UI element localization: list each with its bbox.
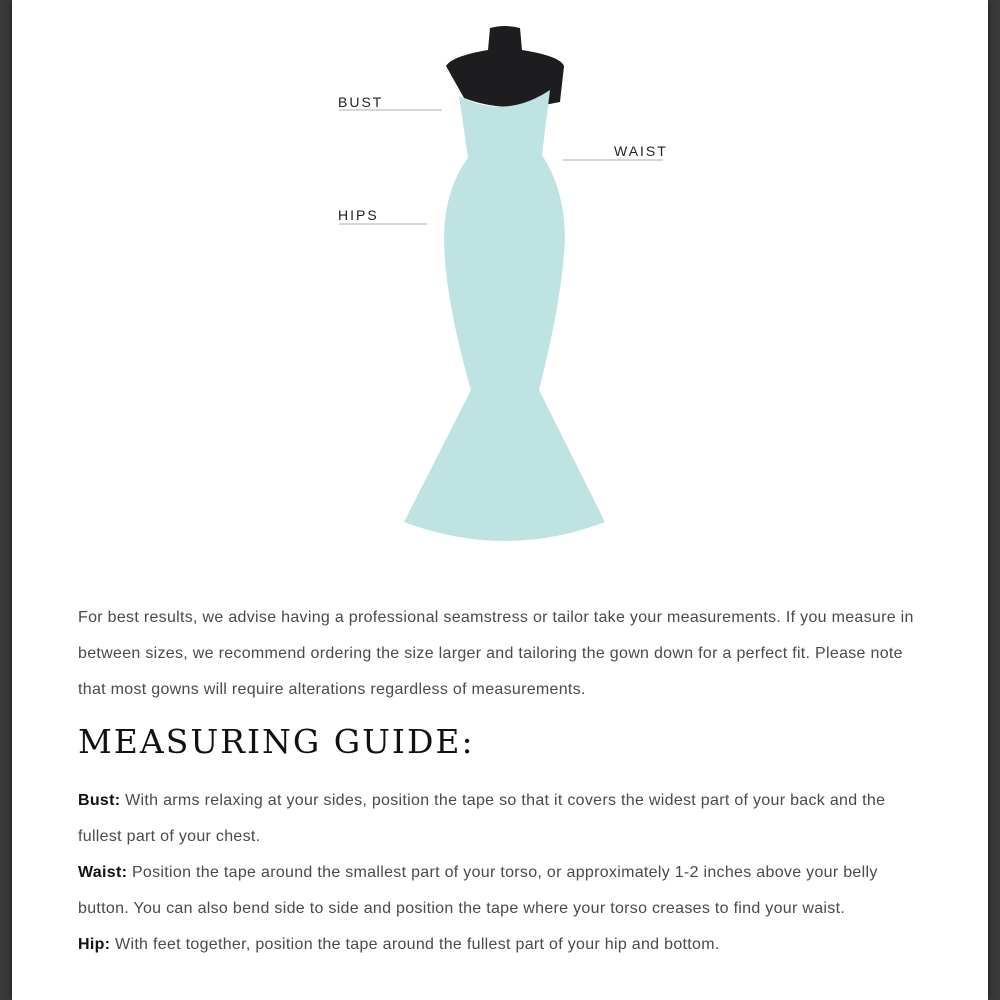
guide-term-bust: Bust: (78, 792, 121, 809)
guide-item-bust (78, 783, 928, 855)
guide-item-hip (78, 927, 928, 963)
guide-text-bust: With arms relaxing at your sides, position the tape so that it covers the widest part of your back and the fullest part of your chest. (78, 792, 886, 845)
measuring-guide-title: MEASURING GUIDE: (78, 722, 475, 761)
page (12, 0, 988, 1000)
hips-label: HIPS (338, 207, 379, 223)
bust-label: BUST (338, 94, 384, 110)
guide-text-hip: With feet together, position the tape around the fullest part of your hip and bottom. (110, 936, 720, 953)
guide-item-waist (78, 855, 928, 927)
guide-term-waist: Waist: (78, 864, 128, 881)
guide-term-hip: Hip: (78, 936, 111, 953)
guide-text-waist: Position the tape around the smallest part of your torso, or approximately 1-2 inches above your belly button. You can also bend side to side and position the tape where your torso creases to find your waist. (78, 864, 878, 917)
dress-illustration (12, 0, 988, 560)
measuring-guide-list (78, 783, 928, 963)
waist-label: WAIST (614, 143, 668, 159)
dress-measurement-diagram (12, 0, 988, 560)
intro-paragraph: For best results, we advise having a professional seamstress or tailor take your measurements. If you measure in between sizes, we recommend ordering the size larger and tailoring the gown down for a perfect fit. Please note that most gowns will require alterations regardless of measurements. (78, 609, 914, 698)
gown-shape (404, 90, 605, 541)
